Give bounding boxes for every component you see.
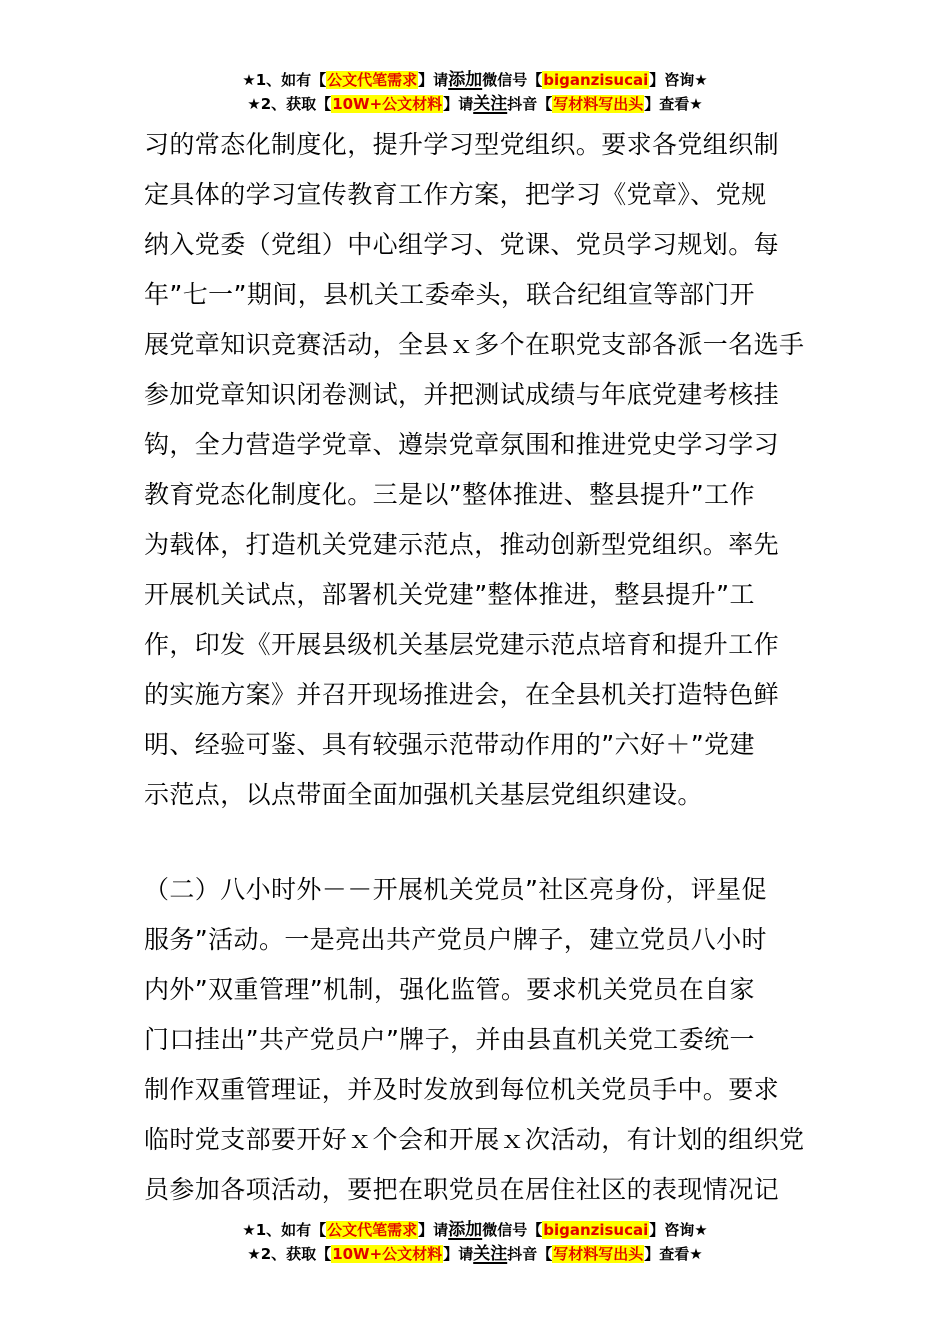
text-line: （二）八小时外－－开展机关党员”社区亮身份，评星促 bbox=[144, 875, 767, 904]
text-line: 内外”双重管理”机制，强化监管。要求机关党员在自家 bbox=[144, 975, 755, 1004]
banner-text: 】请 bbox=[443, 1245, 474, 1263]
banner-text: 】请 bbox=[418, 71, 449, 89]
text-line: 习的常态化制度化，提升学习型党组织。要求各党组织制 bbox=[144, 130, 780, 159]
text-line: 参加党章知识闭卷测试，并把测试成绩与年底党建考核挂 bbox=[144, 380, 780, 409]
text-line: 纳入党委（党组）中心组学习、党课、党员学习规划。每 bbox=[144, 230, 780, 259]
banner-text: ★2、获取【 bbox=[247, 95, 332, 113]
banner-text: 抖音【 bbox=[507, 1245, 553, 1263]
banner-line-2 bbox=[0, 92, 950, 116]
text-line: 展党章知识竞赛活动，全县ｘ多个在职党支部各派一名选手 bbox=[144, 330, 805, 359]
banner-highlight: 10W+公文材料 bbox=[332, 1245, 443, 1263]
text-line: 开展机关试点，部署机关党建”整体推进，整县提升”工 bbox=[144, 580, 755, 609]
banner-line-1 bbox=[0, 68, 950, 92]
banner-highlight: 公文代笔需求 bbox=[327, 71, 418, 89]
banner-text: 微信号【 bbox=[482, 71, 543, 89]
text-line: 示范点，以点带面全面加强机关基层党组织建设。 bbox=[144, 780, 703, 809]
header-banner bbox=[0, 68, 950, 116]
banner-text: 抖音【 bbox=[507, 95, 553, 113]
banner-douyin-name: 写材料写出头 bbox=[553, 95, 644, 113]
text-line: 作，印发《开展县级机关基层党建示范点培育和提升工作 bbox=[144, 630, 780, 659]
body-paragraph-1 bbox=[144, 120, 806, 820]
banner-emphasis: 关注 bbox=[473, 94, 508, 114]
text-line: 的实施方案》并召开现场推进会，在全县机关打造特色鲜 bbox=[144, 680, 780, 709]
text-line: 员参加各项活动，要把在职党员在居住社区的表现情况记 bbox=[144, 1175, 780, 1204]
banner-text: 微信号【 bbox=[482, 1221, 543, 1239]
banner-douyin-name: 写材料写出头 bbox=[553, 1245, 644, 1263]
banner-text: 】查看★ bbox=[644, 1245, 703, 1263]
banner-highlight: 公文代笔需求 bbox=[327, 1221, 418, 1239]
text-line: 明、经验可鉴、具有较强示范带动作用的”六好＋”党建 bbox=[144, 730, 755, 759]
banner-text: 】咨询★ bbox=[649, 71, 708, 89]
banner-text: ★1、如有【 bbox=[242, 1221, 327, 1239]
banner-text: ★2、获取【 bbox=[247, 1245, 332, 1263]
text-line: 年”七一”期间，县机关工委牵头，联合纪组宣等部门开 bbox=[144, 280, 755, 309]
body-paragraph-2 bbox=[144, 865, 806, 1215]
banner-text: 】咨询★ bbox=[649, 1221, 708, 1239]
banner-line-1 bbox=[0, 1218, 950, 1242]
text-line: 门口挂出”共产党员户”牌子，并由县直机关党工委统一 bbox=[144, 1025, 755, 1054]
banner-text: 】查看★ bbox=[644, 95, 703, 113]
banner-highlight: 10W+公文材料 bbox=[332, 95, 443, 113]
footer-banner bbox=[0, 1218, 950, 1266]
banner-line-2 bbox=[0, 1242, 950, 1266]
text-line: 教育党态化制度化。三是以”整体推进、整县提升”工作 bbox=[144, 480, 755, 509]
text-line: 服务”活动。一是亮出共产党员户牌子，建立党员八小时 bbox=[144, 925, 767, 954]
banner-emphasis: 关注 bbox=[473, 1244, 508, 1264]
text-line: 临时党支部要开好ｘ个会和开展ｘ次活动，有计划的组织党 bbox=[144, 1125, 805, 1154]
text-line: 钩，全力营造学党章、遵崇党章氛围和推进党史学习学习 bbox=[144, 430, 780, 459]
banner-text: ★1、如有【 bbox=[242, 71, 327, 89]
banner-wechat-id: biganzisucai bbox=[543, 71, 649, 89]
banner-emphasis: 添加 bbox=[448, 1220, 483, 1240]
banner-emphasis: 添加 bbox=[448, 70, 483, 90]
text-line: 为载体，打造机关党建示范点，推动创新型党组织。率先 bbox=[144, 530, 780, 559]
banner-wechat-id: biganzisucai bbox=[543, 1221, 649, 1239]
text-line: 定具体的学习宣传教育工作方案，把学习《党章》、党规 bbox=[144, 180, 767, 209]
banner-text: 】请 bbox=[443, 95, 474, 113]
text-line: 制作双重管理证，并及时发放到每位机关党员手中。要求 bbox=[144, 1075, 780, 1104]
banner-text: 】请 bbox=[418, 1221, 449, 1239]
